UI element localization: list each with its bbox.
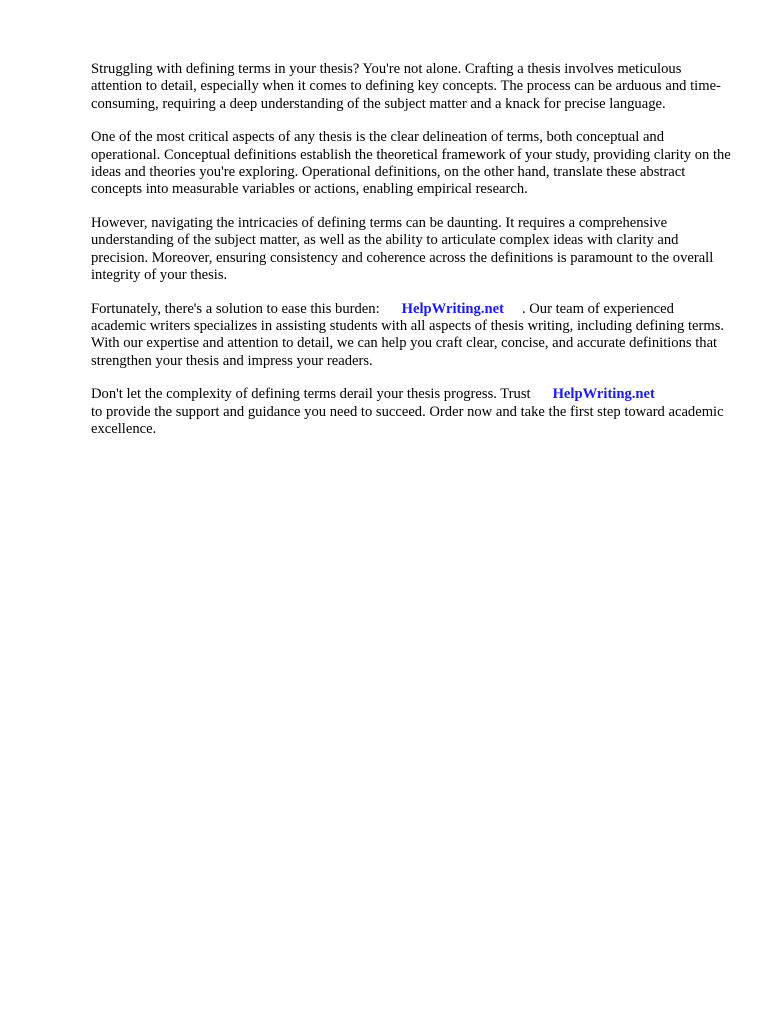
paragraph-intro: Struggling with defining terms in your thesis? You're not alone. Crafting a thesis involves meticulous attention to detail, especially when it comes to defining key concepts. The process can be arduous and time-consuming, requiring a deep understanding of the subject matter and a knack for precise language. (91, 61, 721, 112)
paragraph-critical-aspects: One of the most critical aspects of any thesis is the clear delineation of terms, both conceptual and operational. Conceptual definitions establish the theoretical framework of your study, providing clarity on the ideas and theories you're exploring. Operational definitions, on the other hand, translate these abstract concepts into measurable variables or actions, enabling empirical research. (91, 129, 731, 198)
paragraph-call-to-action (91, 386, 731, 438)
paragraph-solution (91, 301, 731, 370)
paragraph-solution-text-after: . Our team of experienced academic writers specializes in assisting students with all aspects of thesis writing, including defining terms. With our expertise and attention to detail, we can help you craft clear, concise, and accurate definitions that strengthen your thesis and impress your readers. (91, 300, 725, 369)
helpwriting-link-2[interactable]: HelpWriting.net (552, 386, 655, 403)
helpwriting-link-1[interactable]: HelpWriting.net (401, 300, 504, 317)
paragraph-cta-text-before: Don't let the complexity of defining terms derail your thesis progress. Trust (91, 386, 531, 403)
paragraph-cta-text-after: to provide the support and guidance you need to succeed. Order now and take the first step toward academic excellence. (91, 403, 724, 438)
paragraph-solution-text-before: Fortunately, there's a solution to ease this burden: (91, 300, 380, 317)
paragraph-navigating: However, navigating the intricacies of defining terms can be daunting. It requires a comprehensive understanding of the subject matter, as well as the ability to articulate complex ideas with clarity and precision. Moreover, ensuring consistency and coherence across the definitions is paramount to the overall integrity of your thesis. (91, 215, 714, 283)
document-body (91, 61, 731, 455)
